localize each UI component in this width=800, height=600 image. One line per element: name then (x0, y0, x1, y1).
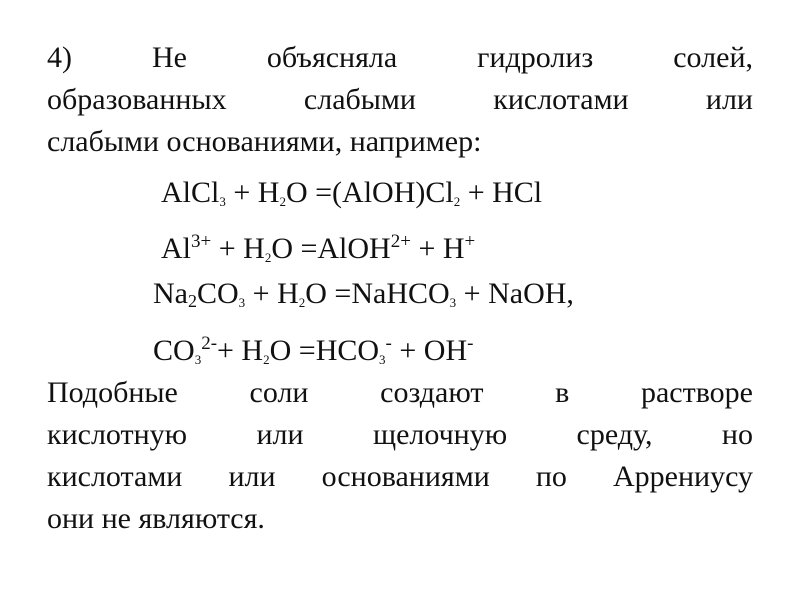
conclusion-line-2: кислотную или щелочную среду, но (47, 418, 753, 451)
intro-line-1: 4) Не объясняла гидролиз солей, (47, 41, 753, 74)
equation-al-ion-hydrolysis: $Al^{3+} + H_2O$ =AlOH$^{2+}$ + H+ (161, 231, 476, 265)
equation-carbonate-ion-hydrolysis: $CO_3^{2-}+ H_2O =HCO_3^- + OH^-$ (153, 333, 474, 367)
equation-alcl3-hydrolysis: AlCl$_3$ + $H_2O$ $=(AlOH)Cl_2$ + HCl (161, 176, 543, 209)
conclusion-paragraph (47, 372, 753, 540)
conclusion-line-1: Подобные соли создают в растворе (47, 376, 753, 409)
intro-paragraph (47, 37, 753, 163)
conclusion-line-3: кислотами или основаниями по Аррениусу (47, 460, 753, 493)
intro-line-2: образованных слабыми кислотами или (47, 83, 753, 116)
intro-line-3: слабыми основаниями, например: (47, 125, 482, 158)
equation-na2co3-hydrolysis: $Na2CO_3 + H_2O$ =NaHCO$_3$ + NaOH, (153, 277, 574, 311)
conclusion-line-4: они не являются. (47, 502, 265, 535)
